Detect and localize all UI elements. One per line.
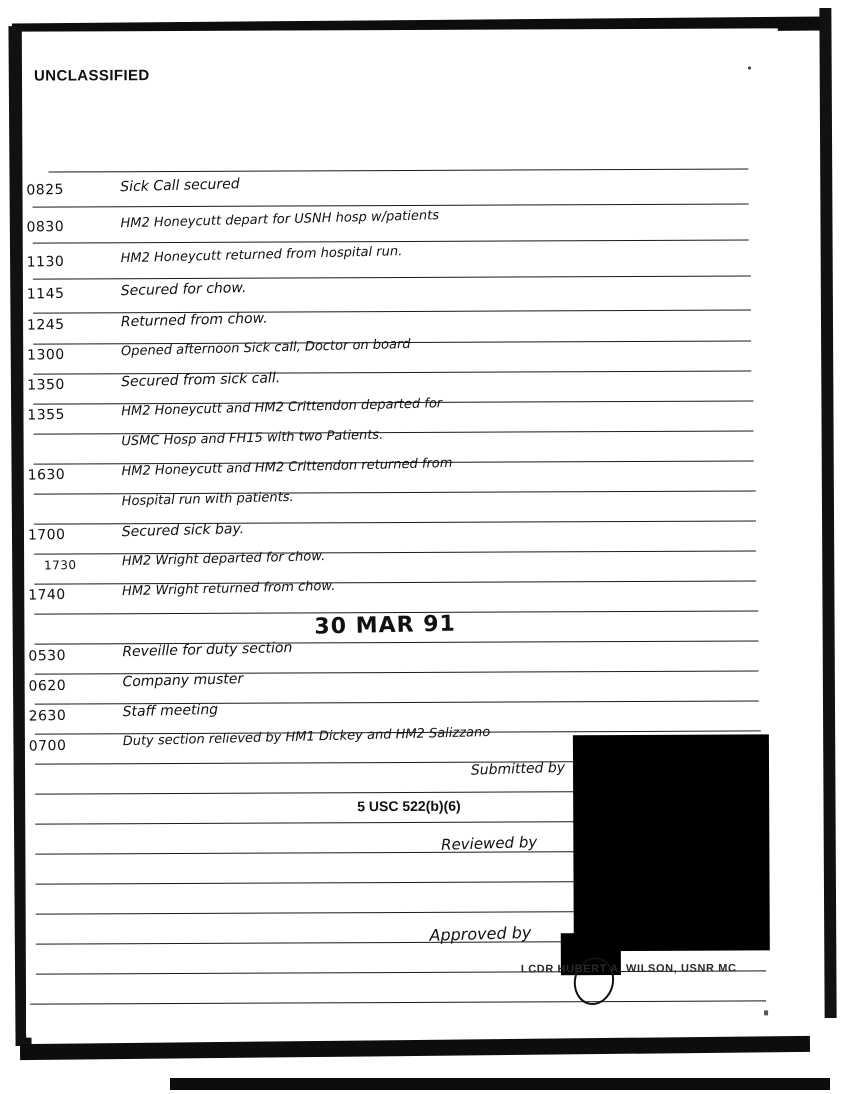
log-entry-text: HM2 Honeycutt and HM2 Crittendon departed for (121, 396, 443, 420)
log-entry-text: HM2 Wright returned from chow. (121, 578, 336, 600)
scan-edge-bottom-strip (170, 1078, 830, 1090)
submitted-by-label: Submitted by (470, 759, 566, 779)
log-time: 1350 (27, 376, 66, 394)
scan-edge-bottom (20, 1036, 810, 1060)
log-time: 0700 (28, 737, 67, 755)
scan-edge-right (819, 8, 836, 1018)
usc-exemption-stamp: 5 USC 522(b)(6) (357, 797, 461, 815)
log-entry-text: Returned from chow. (120, 310, 268, 331)
log-time: 0825 (26, 181, 65, 199)
approved-by-label: Approved by (429, 922, 532, 945)
log-entry-text: HM2 Honeycutt returned from hospital run. (120, 244, 403, 267)
log-entry-text: USMC Hosp and FH15 with two Patients. (121, 427, 384, 450)
log-time: 2630 (28, 707, 67, 725)
log-entry-text: Hospital run with patients. (121, 489, 294, 510)
log-entry-text: Reveille for duty section (122, 639, 293, 661)
log-entry-text: Secured sick bay. (121, 521, 245, 541)
signature-block-name: LCDR HUBERT A. WILSON, USNR MC (520, 962, 737, 976)
log-entry-text: Company muster (122, 671, 244, 691)
log-time: 1245 (26, 316, 65, 334)
log-time: 1730 (43, 557, 77, 573)
page-speck (764, 1010, 768, 1015)
log-time: 1355 (27, 406, 66, 424)
log-time: 1300 (26, 346, 65, 364)
log-time: 0830 (26, 218, 65, 236)
log-time: 1145 (26, 285, 65, 303)
log-time: 1700 (27, 526, 66, 544)
log-time: 1630 (27, 466, 66, 484)
document-page (22, 28, 782, 1037)
redaction-box-primary (573, 734, 770, 951)
date-heading: 30 MAR 91 (314, 611, 457, 640)
log-time: 1130 (26, 253, 65, 271)
log-entry-text: Secured from sick call. (120, 370, 281, 391)
log-time: 1740 (27, 586, 66, 604)
log-time: 0620 (28, 677, 67, 695)
log-entry-text: Secured for chow. (120, 280, 247, 300)
log-entry-text: Staff meeting (122, 701, 219, 721)
log-entry-text: Duty section relieved by HM1 Dickey and HM2 Salizzano (122, 724, 491, 750)
log-entry-text: HM2 Honeycutt depart for USNH hosp w/patients (120, 208, 440, 232)
log-entry-text: Opened afternoon Sick call, Doctor on board (120, 336, 411, 360)
classification-banner: UNCLASSIFIED (33, 67, 150, 85)
log-time: 0530 (28, 647, 67, 665)
log-entry-text: Sick Call secured (120, 176, 240, 196)
log-entry-text: HM2 Honeycutt and HM2 Crittendon returned from (121, 455, 453, 480)
reviewed-by-label: Reviewed by (440, 832, 538, 854)
log-entry-text: HM2 Wright departed for chow. (121, 549, 326, 570)
